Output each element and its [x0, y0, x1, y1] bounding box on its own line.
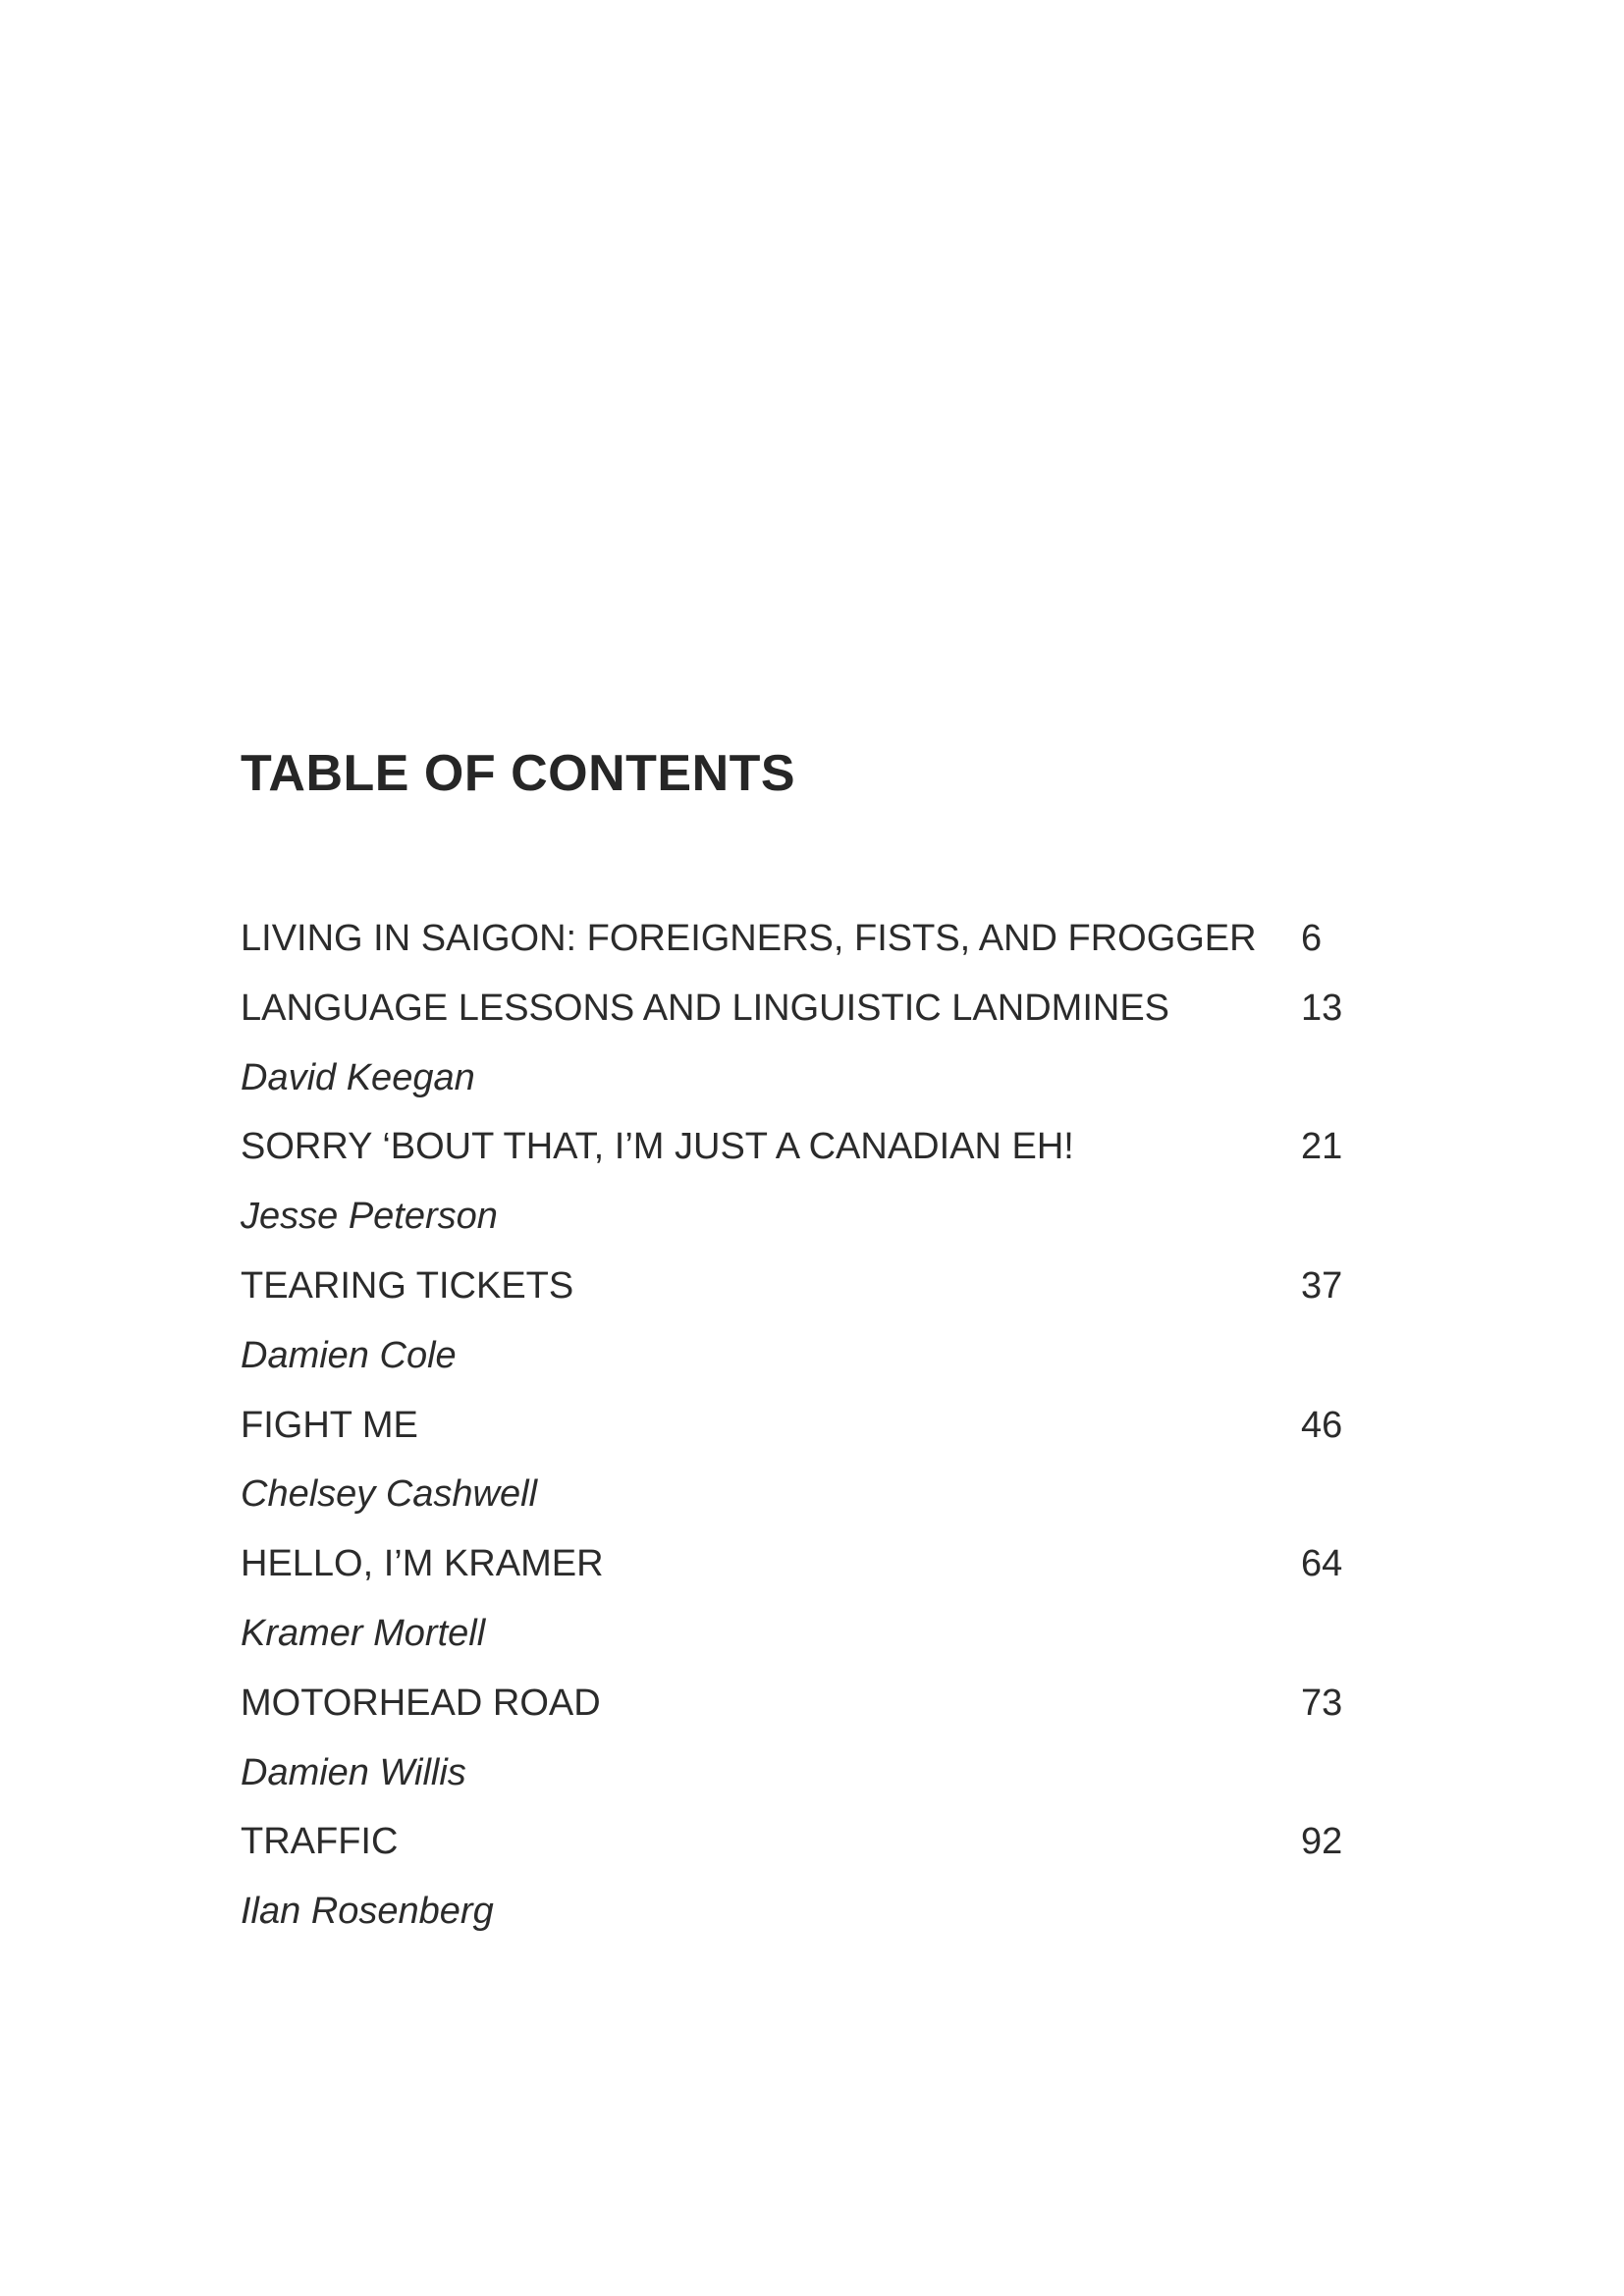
- toc-entry-title: LIVING IN SAIGON: FOREIGNERS, FISTS, AND FROGGER: [241, 918, 1257, 959]
- toc-entry-page: 73: [1301, 1682, 1343, 1724]
- toc-entry-title: SORRY ‘BOUT THAT, I’M JUST A CANADIAN EH!: [241, 1126, 1074, 1168]
- toc-entry-title: HELLO, I’M KRAMER: [241, 1543, 604, 1585]
- toc-entry-page: 37: [1301, 1264, 1343, 1307]
- toc-entry-title: FIGHT ME: [241, 1404, 418, 1446]
- toc-entry-author-row: [241, 1321, 1360, 1391]
- toc-list: [241, 904, 1360, 1947]
- toc-entry-author: David Keegan: [241, 1056, 475, 1098]
- toc-entry-title: LANGUAGE LESSONS AND LINGUISTIC LANDMINES: [241, 987, 1170, 1029]
- toc-heading: TABLE OF CONTENTS: [241, 745, 796, 802]
- toc-entry-author: Damien Willis: [241, 1751, 466, 1793]
- toc-entry: [241, 1807, 1360, 1877]
- toc-entry-author: Ilan Rosenberg: [241, 1891, 494, 1933]
- toc-entry-title: MOTORHEAD ROAD: [241, 1682, 601, 1724]
- toc-entry: [241, 1252, 1360, 1321]
- toc-entry-page: 92: [1301, 1821, 1343, 1863]
- toc-entry-title: TRAFFIC: [241, 1821, 399, 1863]
- toc-entry-page: 13: [1301, 987, 1343, 1029]
- toc-entry: [241, 1529, 1360, 1599]
- toc-entry-author-row: [241, 1599, 1360, 1669]
- toc-entry-author-row: [241, 1738, 1360, 1808]
- toc-entry-author: Damien Cole: [241, 1334, 457, 1376]
- toc-entry: [241, 974, 1360, 1043]
- toc-entry-author-row: [241, 1182, 1360, 1252]
- toc-entry-author: Chelsey Cashwell: [241, 1473, 538, 1516]
- toc-entry-page: 6: [1301, 918, 1323, 959]
- toc-entry-page: 21: [1301, 1126, 1343, 1168]
- toc-entry: [241, 1391, 1360, 1461]
- toc-entry-page: 64: [1301, 1543, 1343, 1585]
- toc-entry-page: 46: [1301, 1404, 1343, 1446]
- toc-entry: [241, 1112, 1360, 1182]
- toc-entry: [241, 1669, 1360, 1738]
- toc-entry-title: TEARING TICKETS: [241, 1264, 574, 1307]
- toc-entry-author-row: [241, 1460, 1360, 1529]
- toc-entry-author-row: [241, 1877, 1360, 1947]
- toc-entry-author: Kramer Mortell: [241, 1612, 486, 1654]
- toc-entry: [241, 904, 1360, 974]
- toc-entry-author: Jesse Peterson: [241, 1196, 498, 1238]
- toc-entry-author-row: [241, 1043, 1360, 1113]
